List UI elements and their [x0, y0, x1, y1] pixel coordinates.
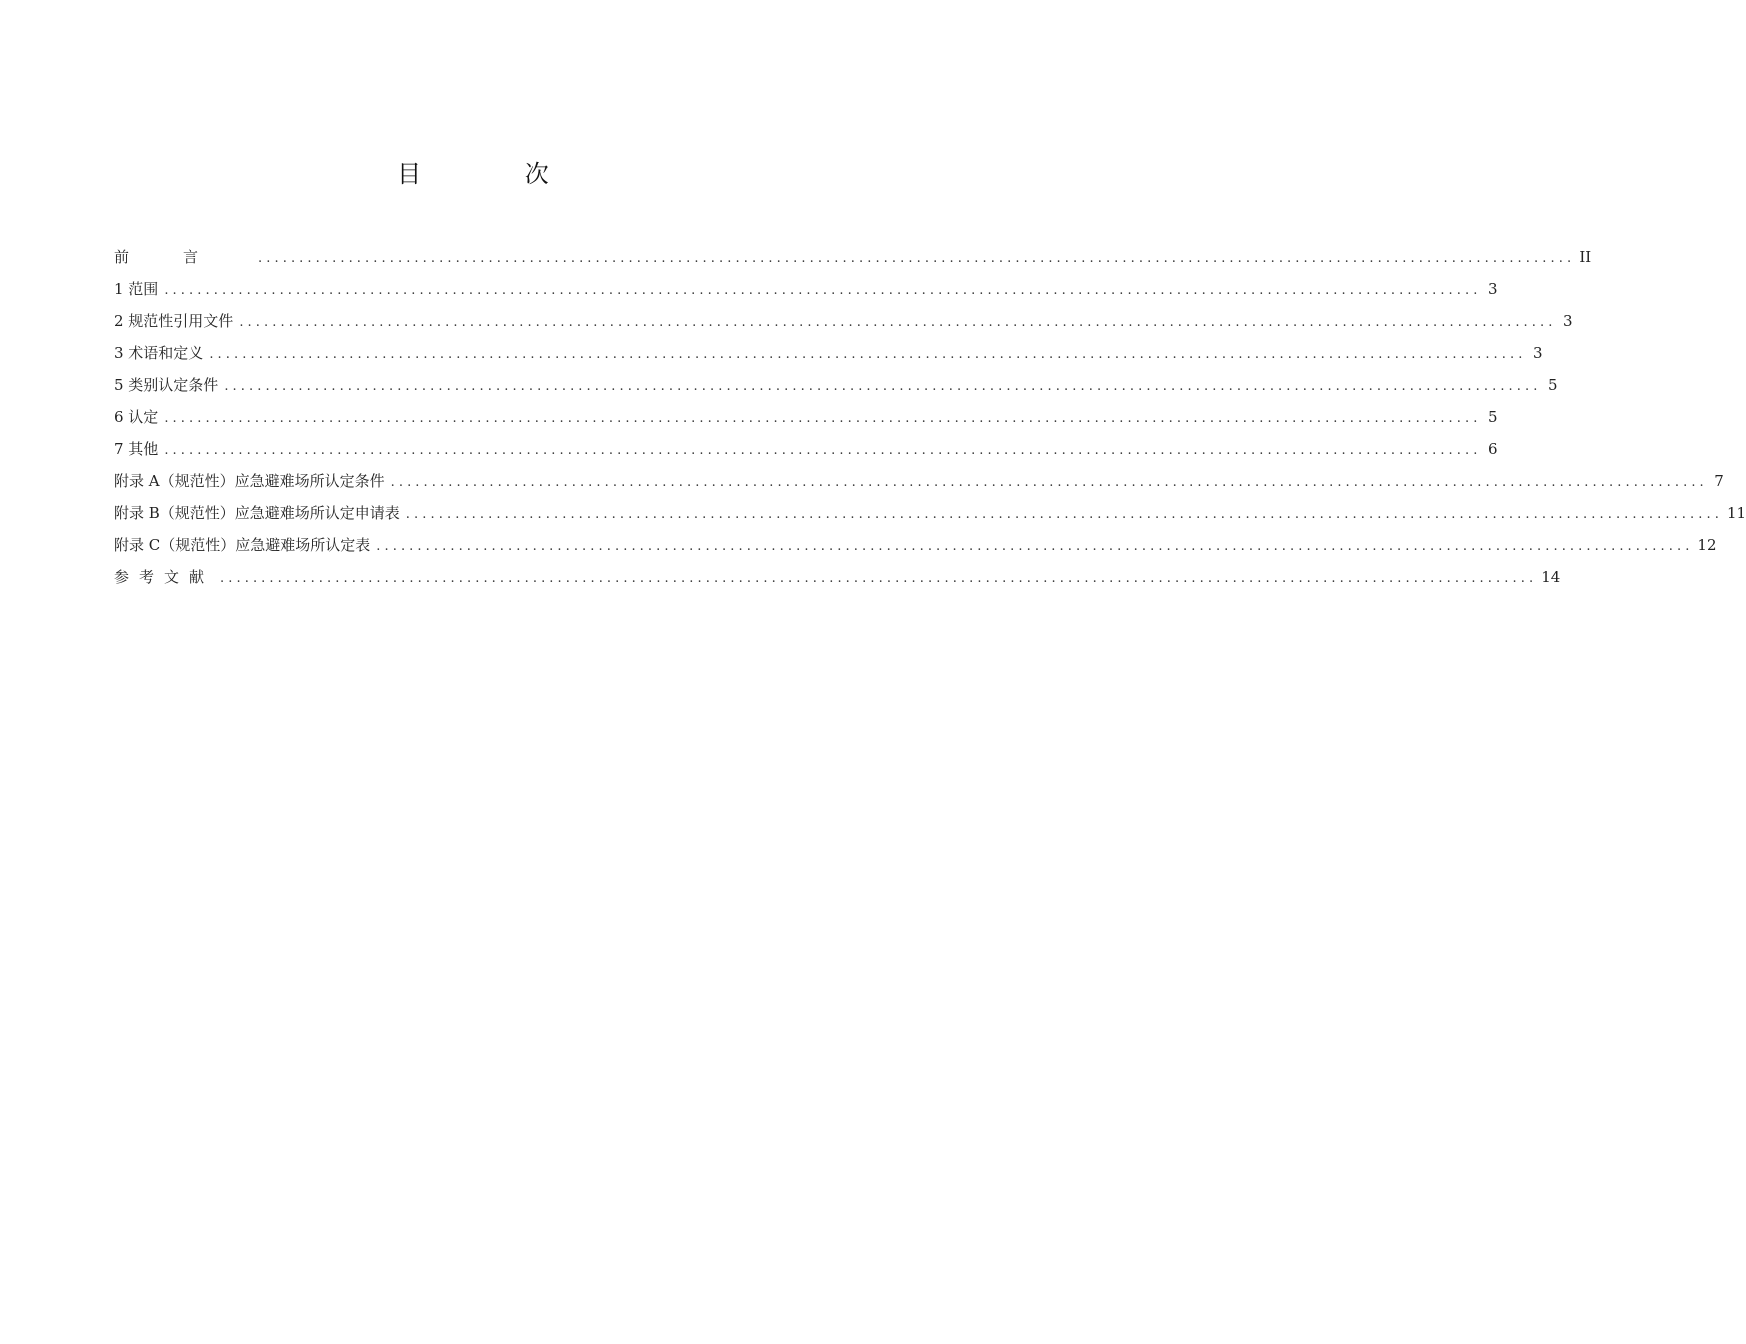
toc-entry-label: 附录 A（规范性）应急避难场所认定条件: [114, 472, 385, 490]
toc-entry-label: 1 范围: [114, 280, 159, 298]
toc-entry-label: 附录 C（规范性）应急避难场所认定表: [114, 536, 371, 554]
toc-entry-appendix-c[interactable]: [114, 530, 1717, 562]
toc-page-number: 3: [1532, 344, 1543, 362]
toc-entry-certification[interactable]: [114, 402, 1498, 434]
dot-leader: ................................................................................................................................................................: [209, 347, 1527, 362]
dot-leader: ................................................................................................................................................................: [224, 379, 1542, 394]
dot-leader: ................................................................................................................................................................: [164, 443, 1482, 458]
dot-leader: ................................................................................................................................................................: [164, 411, 1482, 426]
dot-leader: ................................................................................................................................................................: [376, 539, 1694, 554]
toc-entry-category-conditions[interactable]: [114, 370, 1558, 402]
toc-entry-label: 参考文献: [114, 568, 215, 586]
toc-page-number: 3: [1487, 280, 1498, 298]
dot-leader: ................................................................................................................................................................: [164, 283, 1482, 298]
toc-entry-label: 5 类别认定条件: [114, 376, 219, 394]
dot-leader: ................................................................................................................................................................: [258, 251, 1576, 266]
toc-entry-appendix-b[interactable]: [114, 498, 1746, 530]
toc-entry-appendix-a[interactable]: [114, 466, 1724, 498]
toc-entry-other[interactable]: [114, 434, 1498, 466]
toc-page-number: 5: [1547, 376, 1558, 394]
toc-heading: 目 次: [397, 160, 597, 188]
toc-page-number: II: [1579, 248, 1592, 266]
toc-page-number: 6: [1487, 440, 1498, 458]
toc-page-number: 11: [1726, 504, 1746, 522]
toc-page-number: 3: [1562, 312, 1573, 330]
toc-page-number: 7: [1714, 472, 1724, 490]
toc-entry-terms[interactable]: [114, 338, 1543, 370]
toc-entry-label: 6 认定: [114, 408, 159, 426]
toc-entry-normative-references[interactable]: [114, 306, 1573, 338]
toc-entry-scope[interactable]: [114, 274, 1498, 306]
dot-leader: ................................................................................................................................................................: [220, 571, 1538, 586]
toc-entry-bibliography[interactable]: [114, 562, 1561, 594]
toc-entry-label: 2 规范性引用文件: [114, 312, 234, 330]
toc-entry-label: 前言: [114, 248, 253, 266]
toc-entry-label: 附录 B（规范性）应急避难场所认定申请表: [114, 504, 400, 522]
toc-entry-label: 7 其他: [114, 440, 159, 458]
dot-leader: ................................................................................................................................................................: [239, 315, 1557, 330]
toc-page-number: 12: [1697, 536, 1717, 554]
dot-leader: ................................................................................................................................................................: [405, 507, 1723, 522]
toc-entry-label: 3 术语和定义: [114, 344, 204, 362]
toc-entry-foreword[interactable]: [114, 242, 1592, 274]
toc-page-number: 5: [1487, 408, 1498, 426]
toc-page-number: 14: [1541, 568, 1561, 586]
dot-leader: ................................................................................................................................................................: [390, 475, 1708, 490]
table-of-contents: [114, 242, 1746, 594]
